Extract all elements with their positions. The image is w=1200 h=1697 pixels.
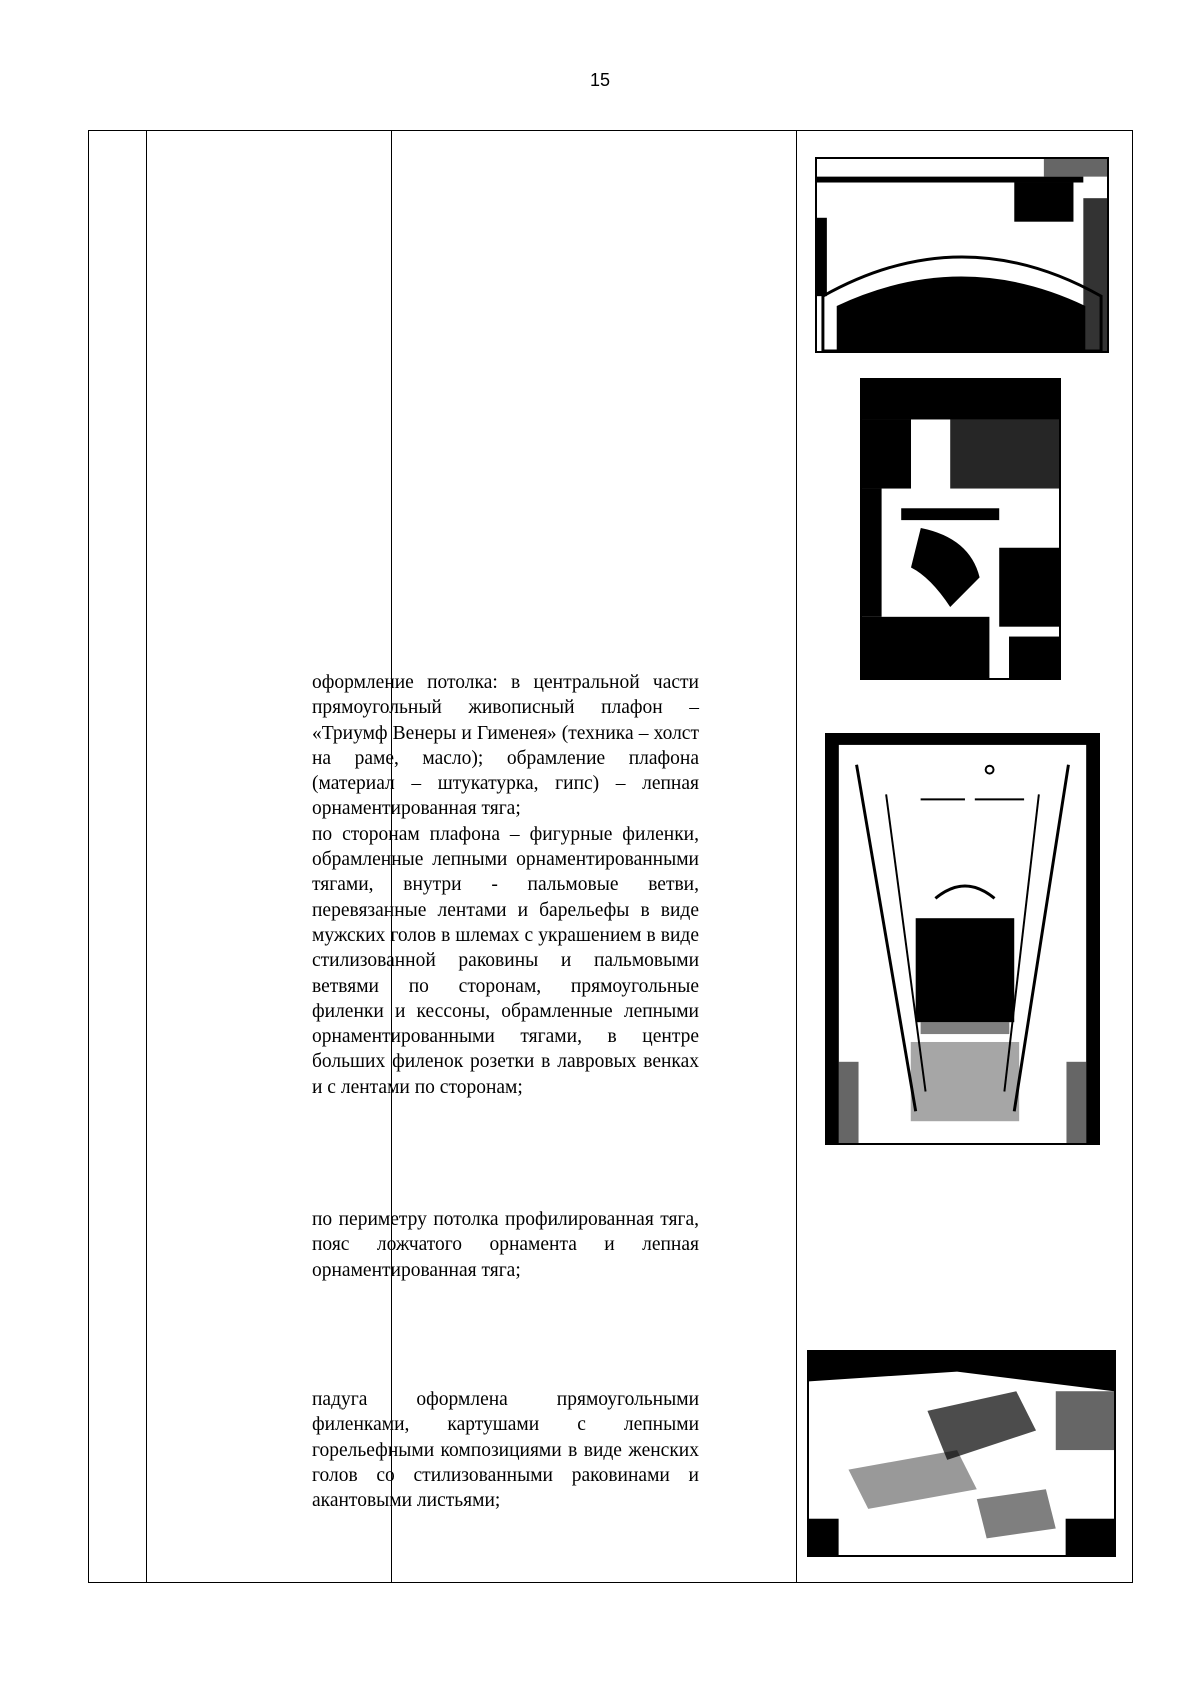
- column-divider: [146, 131, 147, 1582]
- arch-paragraph: падуга оформлена прямоугольными филенками, картушами с лепными горельефными композициями в виде женских голов со стилизованными раковинами и акантовыми листьями;: [312, 1389, 699, 1512]
- arch-description: [312, 1387, 699, 1513]
- photo-cornice-detail: [860, 378, 1061, 680]
- photo-arch-opening: [815, 157, 1109, 353]
- perimeter-paragraph: по периметру потолка профилированная тяга, пояс ложчатого орнамента и лепная орнаментированная тяга;: [312, 1209, 699, 1281]
- ceiling-description: [312, 670, 699, 1100]
- photo-soffit-detail: [807, 1350, 1116, 1557]
- page-number: 15: [589, 70, 611, 90]
- ceiling-paragraph: оформление потолка: в центральной части прямоугольный живописный плафон – «Триумф Венеры и Гименея» (техника – холст на раме, масло); обрамление плафона (материал – штукатурка, гипс) – лепная орнаментированная тяга;: [312, 672, 699, 820]
- perimeter-description: [312, 1207, 699, 1283]
- ceiling-paragraph: по сторонам плафона – фигурные филенки, обрамленные лепными орнаментированными тягами, внутри - пальмовые ветви, перевязанные лентами и барельефы в виде мужских голов в шлемах с украшением в виде стилизованной раковины и пальмовыми ветвями по сторонам, прямоугольные филенки и кессоны, обрамленные лепными орнаментированными тягами, в центре больших филенок розетки в лавровых венках и с лентами по сторонам;: [312, 823, 699, 1098]
- photo-ceiling-plafond: [825, 733, 1100, 1145]
- column-divider: [796, 131, 797, 1582]
